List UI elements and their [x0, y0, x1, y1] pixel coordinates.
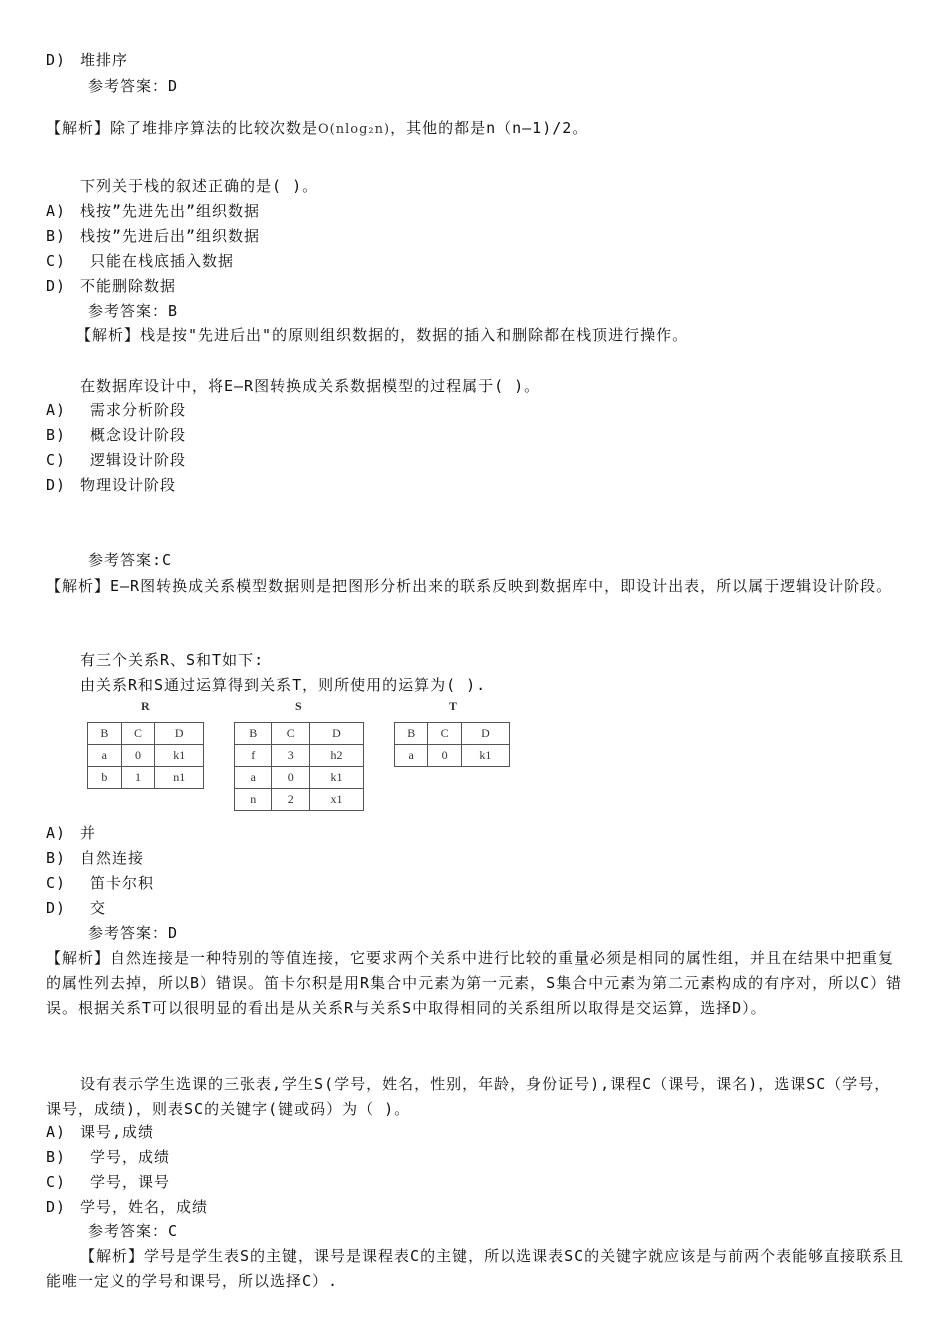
option-text: 学号，姓名，成绩: [80, 1198, 209, 1216]
table-row: [235, 767, 364, 789]
table-header-row: [395, 723, 510, 745]
q2-explanation: 【解析】E—R图转换成关系模型数据则是把图形分析出来的联系反映到数据库中，即设计出表，所以属于逻辑设计阶段。: [46, 577, 893, 595]
option-letter: D): [46, 51, 67, 69]
q3-option-a: [46, 823, 96, 843]
table-cell: 0: [428, 745, 461, 767]
q4-answer: 参考答案：C: [88, 1222, 179, 1240]
table-cell: b: [88, 767, 122, 789]
option-text: 交: [80, 899, 107, 917]
table-cell: a: [395, 745, 428, 767]
option-letter: B): [46, 849, 67, 867]
relation-r-name: R: [141, 699, 150, 713]
option-letter: D): [46, 1198, 67, 1216]
table-cell: k1: [309, 767, 363, 789]
table-row: [88, 767, 204, 789]
option-letter: D): [46, 476, 67, 494]
option-letter: B): [46, 1148, 67, 1166]
table-cell: B: [88, 723, 122, 745]
q1-answer: 参考答案：B: [88, 302, 179, 320]
q4-question: 设有表示学生选课的三张表,学生S(学号，姓名，性别，年龄，身份证号),课程C（课号，课名)，选课SC（学号，课号，成绩)，则表SC的关键字(键或码）为（ )。: [46, 1075, 891, 1118]
q3-option-d: [46, 898, 106, 918]
option-text: 学号，课号: [80, 1173, 171, 1191]
option-letter: A): [46, 401, 67, 419]
option-text: 不能删除数据: [80, 277, 177, 295]
table-cell: k1: [155, 745, 204, 767]
q3-option-b: [46, 848, 144, 868]
table-cell: n1: [155, 767, 204, 789]
q4-option-d: [46, 1197, 208, 1217]
q1-explanation: 【解析】栈是按"先进后出"的原则组织数据的，数据的插入和删除都在栈顶进行操作。: [76, 326, 689, 344]
q0-explanation: [46, 118, 588, 140]
q4-option-a: [46, 1122, 154, 1142]
option-text: 课号,成绩: [80, 1123, 155, 1141]
table-cell: f: [235, 745, 272, 767]
table-row: [88, 745, 204, 767]
table-cell: C: [121, 723, 155, 745]
table-cell: 0: [272, 767, 309, 789]
table-cell: D: [309, 723, 363, 745]
table-cell: 0: [121, 745, 155, 767]
option-letter: C): [46, 874, 67, 892]
relation-s-name: S: [295, 699, 302, 713]
table-header-row: [88, 723, 204, 745]
table-cell: x1: [309, 789, 363, 811]
option-letter: A): [46, 202, 67, 220]
option-letter: B): [46, 426, 67, 444]
q1-option-c: [46, 251, 234, 271]
q3-answer: 参考答案：D: [88, 924, 179, 942]
option-text: 并: [80, 824, 97, 842]
relation-t-table: [394, 722, 510, 767]
q3-question-line2: 由关系R和S通过运算得到关系T，则所使用的运算为( ).: [80, 676, 487, 694]
option-letter: C): [46, 252, 67, 270]
option-text: 需求分析阶段: [80, 401, 187, 419]
table-cell: a: [88, 745, 122, 767]
option-letter: A): [46, 824, 67, 842]
table-cell: C: [272, 723, 309, 745]
q2-question: 在数据库设计中，将E—R图转换成关系数据模型的过程属于( )。: [80, 377, 541, 395]
q1-question: 下列关于栈的叙述正确的是( )。: [80, 177, 319, 195]
table-cell: a: [235, 767, 272, 789]
option-text: 堆排序: [80, 51, 129, 69]
q3-explanation: 【解析】自然连接是一种特别的等值连接，它要求两个关系中进行比较的重量必须是相同的属性组，并且在结果中把重复的属性列去掉，所以B）错误。笛卡尔积是用R集合中元素为第一元素，S集合中元素为第二元素构成的有序对，所以C）错误。根据关系T可以很明显的看出是从关系R与关系S中取得相同的关系组所以取得是交运算，选择D）。: [46, 949, 903, 1017]
option-letter: A): [46, 1123, 67, 1141]
option-text: 逻辑设计阶段: [80, 451, 187, 469]
q2-answer: 参考答案:C: [88, 551, 173, 569]
q4-option-c: [46, 1172, 170, 1192]
table-cell: B: [235, 723, 272, 745]
q2-option-a: [46, 400, 186, 420]
q1-option-a: [46, 201, 260, 221]
option-text: 学号，成绩: [80, 1148, 171, 1166]
relation-t-name: T: [449, 699, 458, 713]
table-cell: k1: [461, 745, 509, 767]
explain-prefix: 【解析】除了堆排序算法的比较次数是: [46, 119, 319, 137]
option-text: 物理设计阶段: [80, 476, 177, 494]
table-cell: n: [235, 789, 272, 811]
table-row: [395, 745, 510, 767]
table-cell: 1: [121, 767, 155, 789]
table-row: [235, 789, 364, 811]
q4-option-b: [46, 1147, 170, 1167]
option-text: 栈按”先进先出”组织数据: [80, 202, 261, 220]
q2-option-b: [46, 425, 186, 445]
table-cell: D: [155, 723, 204, 745]
q1-option-b: [46, 226, 260, 246]
explain-suffix: ，其他的都是n（n—1)/2。: [390, 119, 589, 137]
table-cell: h2: [309, 745, 363, 767]
option-letter: D): [46, 899, 67, 917]
table-cell: C: [428, 723, 461, 745]
table-cell: 2: [272, 789, 309, 811]
option-text: 只能在栈底插入数据: [80, 252, 235, 270]
option-letter: C): [46, 1173, 67, 1191]
table-header-row: [235, 723, 364, 745]
q4-explanation: 【解析】学号是学生表S的主键，课号是课程表C的主键，所以选课表SC的关键字就应该是与前两个表能够直接联系且能唯一定义的学号和课号，所以选择C）.: [46, 1247, 905, 1290]
option-letter: C): [46, 451, 67, 469]
option-text: 笛卡尔积: [80, 874, 155, 892]
relation-s-table: [234, 722, 364, 811]
option-text: 栈按”先进后出”组织数据: [80, 227, 261, 245]
table-cell: B: [395, 723, 428, 745]
option-letter: D): [46, 277, 67, 295]
table-cell: 3: [272, 745, 309, 767]
option-letter: B): [46, 227, 67, 245]
q0-option-d: [46, 50, 128, 70]
relation-r-table: [87, 722, 204, 789]
table-cell: D: [461, 723, 509, 745]
table-row: [235, 745, 364, 767]
q2-option-d: [46, 475, 176, 495]
complexity-formula: O(nlog₂n): [318, 122, 391, 137]
q2-option-c: [46, 450, 186, 470]
q1-option-d: [46, 276, 176, 296]
q3-option-c: [46, 873, 154, 893]
option-text: 概念设计阶段: [80, 426, 187, 444]
q0-answer: 参考答案：D: [88, 77, 179, 95]
option-text: 自然连接: [80, 849, 145, 867]
q3-question-line1: 有三个关系R、S和T如下:: [80, 651, 265, 669]
